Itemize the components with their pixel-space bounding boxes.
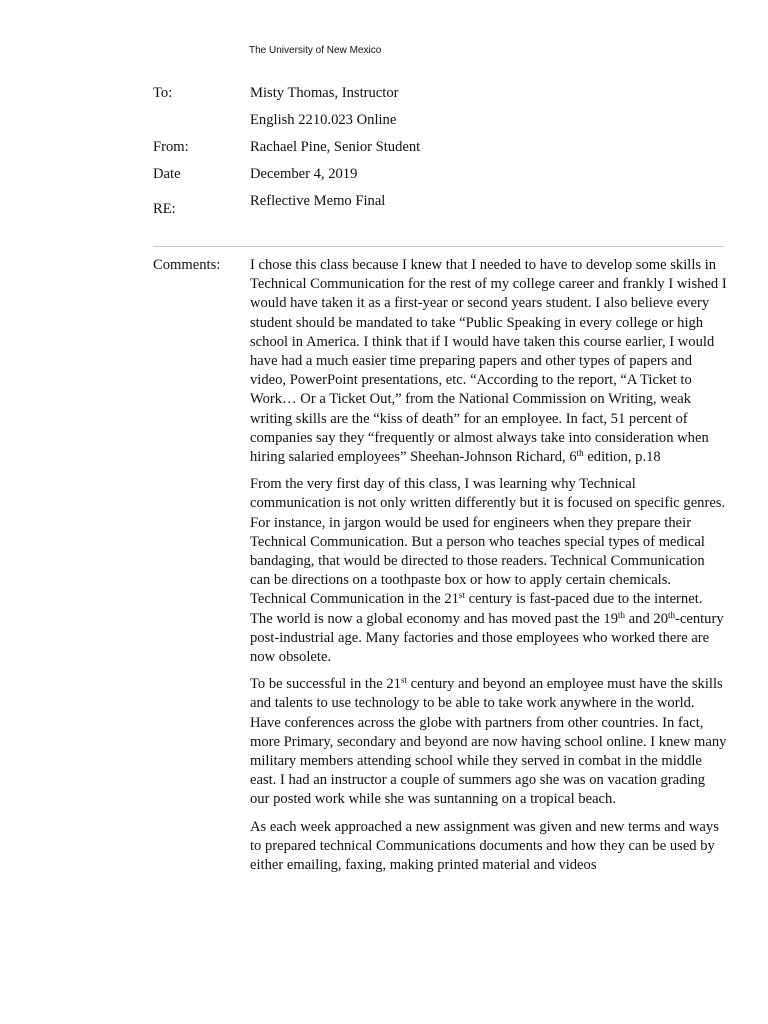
paragraph-2-text-d: -century post-industrial age. Many factories and those employees who worked there are now obsolete. [250,610,724,666]
from-label: From: [153,139,189,155]
memo-row-course [153,111,733,138]
paragraph-1 [250,256,728,467]
paragraph-1-text-b: edition, p.18 [583,449,661,466]
course-value: English 2210.023 Online [250,112,397,128]
paragraph-1-sup-a: th [576,448,584,459]
memo-header-block [153,84,733,219]
paragraph-4 [250,818,728,876]
university-header: The University of New Mexico [249,45,382,56]
paragraph-3-sup-a: st [400,675,407,686]
memo-row-to [153,84,733,111]
comments-label: Comments: [153,257,221,273]
from-value: Rachael Pine, Senior Student [250,139,421,155]
paragraph-2 [250,475,728,667]
paragraph-2-text-b: century is fast-paced due to the internet. The world is now a global economy and has moved past the 19 [250,591,703,627]
memo-row-from [153,138,733,165]
to-value: Misty Thomas, Instructor [250,85,399,101]
paragraph-3-text-b: century and beyond an employee must have the skills and talents to use technology to be able to take work anywhere in the world. Have conferences across the globe with partners from other countries. In fact, more Primary, secondary and beyond are now having school online. I knew many military members attending school while they served in combat in the middle east. I had an instructor a couple of summers ago she was on vacation grading our posted work while she was suntanning on a tropical beach. [250,676,727,808]
re-label: RE: [153,201,176,217]
memo-row-re [153,192,733,219]
paragraph-2-text-a: From the very first day of this class, I was learning why Technical communication is not only written differently but it is focused on specific genres. For instance, in jargon would be used for engineers when they prepare their Technical Communication. But a person who teaches special types of medical bandaging, that would be directed to those readers. Technical Communication can be directions on a toothpaste box or how to apply certain chemicals. Technical Communication in the 21 [250,476,726,608]
paragraph-1-text-a: I chose this class because I knew that I needed to have to develop some skills in Technical Communication for the rest of my college career and frankly I wished I would have taken it as a first-year or second years student. I also believe every student should be mandated to take “Public Speaking in every college or high school in America. I think that if I would have taken this course earlier, I would have had a much easier time preparing papers and other types of papers and video, PowerPoint presentations, etc. “According to the report, “A Ticket to Work… Or a Ticket Out,” from the National Commission on Writing, weak writing skills are the “kiss of death” for an employee. In fact, 51 percent of companies say they “frequently or almost always take into consideration when hiring salaried employees” Sheehan-Johnson Richard, 6 [250,257,727,466]
re-value: Reflective Memo Final [250,193,386,209]
paragraph-2-sup-c: th [668,609,676,620]
date-value: December 4, 2019 [250,166,358,182]
paragraph-2-sup-a: st [458,590,465,601]
to-label: To: [153,85,173,101]
paragraph-2-text-c: and 20 [625,610,668,627]
paragraph-2-sup-b: th [618,609,626,620]
header-divider [153,246,724,247]
paragraph-4-text: As each week approached a new assignment was given and new terms and ways to prepared technical Communications documents and how they can be used by either emailing, faxing, making printed material and videos [250,818,719,874]
date-label: Date [153,166,181,182]
memo-row-date [153,165,733,192]
paragraph-3 [250,675,728,809]
comments-body [250,256,728,883]
paragraph-3-text-a: To be successful in the 21 [250,676,401,693]
